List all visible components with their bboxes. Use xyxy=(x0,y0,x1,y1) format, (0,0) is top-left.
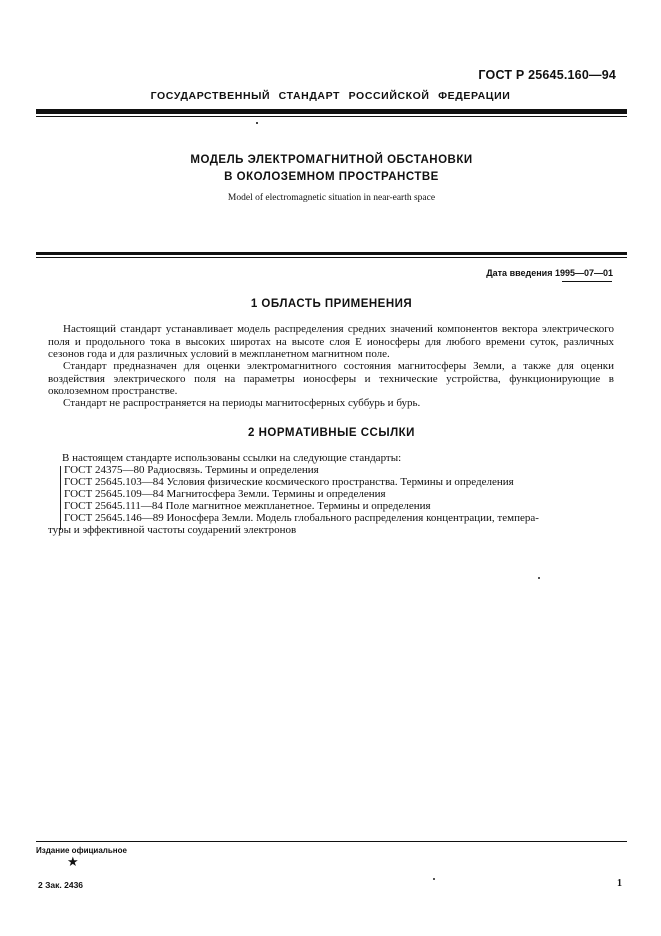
title-rule-thick xyxy=(36,252,627,255)
references-bracket xyxy=(60,466,63,530)
title-english: Model of electromagnetic situation in near-earth space xyxy=(227,193,436,203)
scan-speck xyxy=(538,577,540,579)
standard-header: ГОСУДАРСТВЕННЫЙ СТАНДАРТ РОССИЙСКОЙ ФЕДЕРАЦИИ xyxy=(150,90,511,102)
header-rule-thick xyxy=(36,109,627,114)
effective-date: Дата введения 1995—07—01 xyxy=(486,268,613,278)
effective-date-underline xyxy=(562,281,612,282)
scan-speck xyxy=(256,122,258,124)
section-1-paragraph: Стандарт предназначен для оценки электромагнитного состояния магнитосферы Земли, а также для оценки воздействия электрического поля на параметры ионосферы и технические устройства, функционирующие в околоземном пространстве. xyxy=(48,360,614,397)
reference-item-continuation: туры и эффективной частоты соударений электронов xyxy=(48,524,297,536)
page-number: 1 xyxy=(617,878,622,889)
order-number: 2 Зак. 2436 xyxy=(38,880,84,890)
section-1-heading: 1 ОБЛАСТЬ ПРИМЕНЕНИЯ xyxy=(250,298,413,310)
reference-item: ГОСТ 25645.111—84 Поле магнитное межпланетное. Термины и определения xyxy=(64,500,431,512)
title-line-1: МОДЕЛЬ ЭЛЕКТРОМАГНИТНОЙ ОБСТАНОВКИ xyxy=(190,154,473,166)
title-rule-thin xyxy=(36,257,627,258)
scan-speck xyxy=(433,878,435,880)
reference-item: ГОСТ 24375—80 Радиосвязь. Термины и определения xyxy=(64,464,319,476)
section-2-heading: 2 НОРМАТИВНЫЕ ССЫЛКИ xyxy=(248,427,415,439)
references-intro: В настоящем стандарте использованы ссылки на следующие стандарты: xyxy=(62,452,402,464)
section-1-paragraph: Стандарт не распространяется на периоды магнитосферных суббурь и бурь. xyxy=(63,397,421,409)
header-rule-thin xyxy=(36,116,627,117)
reference-item: ГОСТ 25645.103—84 Условия физические космического пространства. Термины и определения xyxy=(64,476,514,488)
official-edition-label: Издание официальное xyxy=(36,846,127,855)
reference-item: ГОСТ 25645.146—89 Ионосфера Земли. Модель глобального распределения концентрации, темпера- xyxy=(64,512,539,524)
title-line-2: В ОКОЛОЗЕМНОМ ПРОСТРАНСТВЕ xyxy=(224,171,439,183)
reference-item: ГОСТ 25645.109—84 Магнитосфера Земли. Термины и определения xyxy=(64,488,386,500)
footer-rule xyxy=(36,841,627,842)
section-1-paragraph: Настоящий стандарт устанавливает модель распределения средних значений компонентов вектора электрического поля и продольного тока в высоких широтах на высоте слоя E ионосферы для любого времени суток, различных сезонов года и для различных условий в межпланетном магнитном поле. xyxy=(48,323,614,360)
star-icon: ★ xyxy=(67,854,79,869)
document-code: ГОСТ Р 25645.160—94 xyxy=(478,68,616,82)
